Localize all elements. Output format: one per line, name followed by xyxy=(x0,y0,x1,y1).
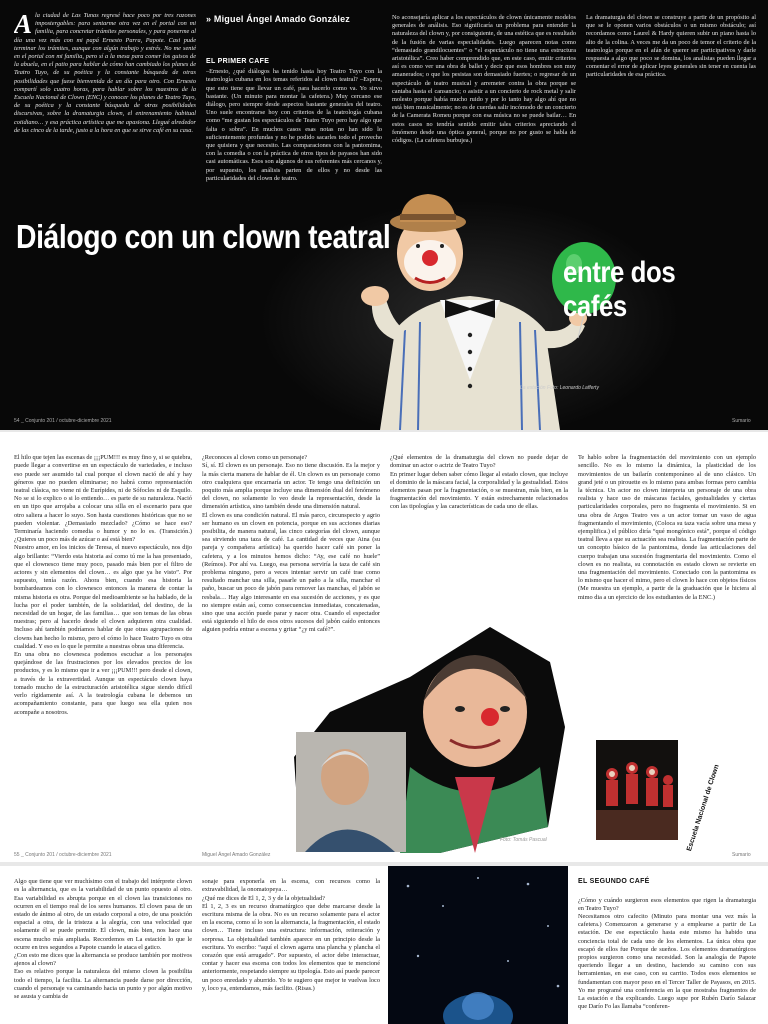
magazine-page-56 xyxy=(0,866,768,1024)
page3-column-2-text: sonaje para exponerla en la escena, con recursos como la extravabilidad, la onomatopeya… ¿Qué me dices de El 1, 2, 3 y de la objetualidad? El 1, 2, 3 es un recurso dramatúrgico que debe marcarse desde la escritura misma de la obra. No es un recurso solamente para el actor en la escena, como sí lo son la alternancia, la fragmentación, el estado clown… Tiene incluso una estructura: información, reiteración y sorpresa. La objetualidad también aparece en un principio desde la escritura. Yo escribo: “aquí el clown agarra una plancha y plancha el corazón que está arrugado”. Por supuesto, el actor debe interactuar, contar y hacer esa escena con todos los elementos que te mencioné anteriormente, respetando siempre su tipología. Esto así puede parecer un poco enredado y aburrido. Yo te sugiero que mejor te vuelvas loco y, loco ya, entendamos, más facilito. (Risas.) xyxy=(202,878,380,992)
second-coffee-column xyxy=(578,870,756,1024)
page-footer-right: Sumario xyxy=(732,418,751,424)
page2-column-4-text: Te hablo sobre la fragmentación del movimiento con un ejemplo sencillo. No es lo mismo la dinámica, la plasticidad de los movimientos de un bailarín contemporáneo al de uno clásico. Un grand jeté o un pirouette es lo mismo para ambas formas pero cambia la técnica. Un actor no clown interpreta un personaje de una obra realista y hace uso de máscaras faciales, gestualidades y ciertas particularidades corporales, pero no fragmenta el movimiento. Si en una obra de Argos Teatro ves a un actor tomar un vaso de agua fragmentando el movimiento, (Coloca su taza vacía sobre una mesa y ejemplifica.) el público diría “qué mongónico está”, porque el código teatral lleva a que su actuación sea realista. La fragmentación parte de un concepto básico de la pantomima, donde las articulaciones del cuerpo trabajan una sucesión fragmentaria del movimiento. Como el clown es no realista, su connotación es estado clown se revierte en una fragmentación del movimiento. Conectado con la pantomima es lo mismo que hacer el mimo, pero el clown lo hace con objetos físicos (Me muestra un ejemplo, a partir de la graduación que le hiciera al mimo dia a un ejercicio de los estudiantes de la ENC.) xyxy=(578,454,756,601)
magazine-page-54 xyxy=(0,0,768,430)
page3-column-1 xyxy=(14,870,192,1024)
page-footer-left: 55 _ Conjunto 201 / octubre-diciembre 2021 xyxy=(14,852,112,858)
page1-column-3-text: No aconsejaría aplicar a los espectáculos de clown únicamente modelos generales de análisis. Eso significaría un problema para entender la naturaleza del clown y, por consiguiente, de una estética que es resultado de la fusión de varias especialidades. Luego aparecen notas como “demasiado grandilocuentes” o “el espectáculo no tiene una estructura aristotélica”. Creo haber comprendido que, en este caso, emitir criterios así es como ver una obra de ballet y decir que esos hombres son muy amanerados; o que los pesistas son demasiado fuertes; o regresar de un espectáculo de teatro musical y arremeter contra la obra porque se cantaba hasta el cansancio; o asistir a un concierto de rock metal y salir molesto porque había mucho ruido y por lo tanto hay algo ahí que no está bien musicalmente; no es de cuerdas salir incómodo de un concierto de la Camerata Romeu porque con esa música no se puede bailar… En estos casos no tendría sentido emitir tales criterios apreciando el fenómeno desde una óptica general, porque no por gusto se habla de códigos. (La cafetera burbujea.) xyxy=(392,14,576,145)
page1-column-4-text: La dramaturgia del clown se construye a partir de un propósito al que se le oponen varios obstáculos o un mismo obstáculo; así recordamos como Laurel & Hardy quieren subir un piano hasta lo alto de la colina. A veces me da un poco de temor el criterio de la teatrología porque en el afán de querer ser participativos y darle respuesta a algo que poco se domina, los analistas pueden llegar a comentar el error de aplicar leyes generales sin tener en cuenta las particularidades de esa práctica. xyxy=(586,14,756,79)
page-footer-right: Sumario xyxy=(732,852,751,858)
second-coffee-text: ¿Cómo y cuándo surgieron esos elementos que rigen la dramaturgia en Teatro Tuyo? Necesitamos otro cafecito (Minuto para montar una vez más la cafetera.) Comenzaron a generarse y a emplearse a partir de La estación. De ese espectáculo hasta este mismo ha habido una conciencia total de cada uno de los elementos. La única obra que escapó de ellos fue Porque de sueños. Los elementos dramatúrgicos propios surgieron como una necesidad. Son la analogía de Papote queriendo llegar a un destino, haciendo su camino con sus herramientas, en ese caso, con su carrito. Todos esos elementos se fundamentan con mayor peso en el Tercer Taller de Payasos, en 2015. Yo me programé una conferencia en la que mostraba fragmentos de La estación e iba explicando. Luego supe por Rubén Darío Salazar que Darío Fo las llamaba “conferen- xyxy=(578,896,756,1011)
page2-column-1-text: El hilo que tejen las escenas de ¡¡¡PUM!!! es muy fino y, si se quiebra, puede llegar a convertirse en un espectáculo de variedades, e incluso eso puede ser asumido tal cual porque el clown nació de ahí y hay géneros que no pueden eliminarse; no habrá como representación teatral clásica, no viene ni de Eurípides, ni de Sófocles ni de Esquilo. No se si lo explico o si lo entiendo… es parte de su naturaleza. Nació en un tipo que arrojaba a colocar una silla en el escenario para que otro saliera a hacer lo suyo. Son hasta cuestiones históricas que no se pueden violentar. ¿Demasiado mezclado? ¿Cómo se hace eso? Terminaría haciendo comedia o humor y no lo es. (Transición.) ¿Quieres un poco más de azúcar o así está bien? Nuestro amor, en los inicios de Teresa, el nuevo espectáculo, nos dijo algo brillante: “Vierdo esta historia así como tú me la has presentado, que el clownesco tiene muy poco, pasado más bien por el filtro de actores y sin elementos del clown… es algo que ya he visto”. Por supuesto, tenía razón. Ahora bien, cuando esa historia la bombardeamos con lo clownesco entonces la manera de contar la misma historia es otra. Porque del medioambiente se ha hablado, de la lucha por el poder también, de la solidaridad, del destino, de la necesidad de un hogar, de las familias… que son temas de las obras nuestras; pero al hacerlo desde el clown adquieren otra cualidad. Incluso ahí también podríamos hablar de que otras agrupaciones de clowns han hecho lo mismo, pero el cómo lo hace Teatro Tuyo es otra cualidad. Y eso es lo que le permite a nuestras obras una diferencia. En una obra no clownesca podemos escuchar a los personajes quejándose de las frustraciones por los elevados precios de los productos, y es lo mismo que ir a ver ¡¡¡PUM!!! pero desde el clown, a través de la extravertidad. Aunque un espectáculo clown haya tomado mucho de la estructuración aristotélica sigue siendo difícil verlo rígidamente así. A la teatrología cubana le debemos un acompañamiento constante, para que luego sea ella quien nos acompañe a nosotros. xyxy=(14,454,192,716)
photo-credit: Foto: Tomás Pascual xyxy=(500,837,547,843)
page3-column-1-text: Algo que tiene que ver muchísimo con el trabajo del intérprete clown es la alternancia, que es la variabilidad de un punto opuesto al otro. Esa variabilidad es abrupta porque en el clown las transiciones no ocurren en el tiempo real de los seres humanos. El clown pasa de un estado de ánimo al otro, de un estado corporal a otro, de una posición espacial a otra, de la tristeza a la alegría, con una velocidad que solamente él se puede permitir. El clown, más bien, nos hace una escena mucho más ampliada. Recordemos en La estación lo que le ocurre en tres segundos a Papote cuando le ataca el gatico. ¿Con esto me dices que la alternancia se produce también por motivos ajenos al clown? Eso es relativo porque la naturaleza del mismo clown la posibilita todo el tiempo, la facilita. La alternancia puede darse por dirección, cuando el personaje va caminando hacia un punto y por algún motivo se asusta y cambia de xyxy=(14,878,192,1001)
photo-caption: La estación Foto: Leonardo Lafferty xyxy=(520,385,599,391)
vertical-photo-caption: Escuela Nacional de Clown xyxy=(686,763,721,853)
page-footer-left: 54 _ Conjunto 201 / octubre-diciembre 2021 xyxy=(14,418,112,424)
clown-photo-collage xyxy=(290,617,590,857)
drop-cap: A xyxy=(14,12,33,39)
group-photo xyxy=(596,740,678,840)
stage-photo xyxy=(388,866,568,1024)
page2-column-4 xyxy=(578,446,756,656)
page2-column-2-text: ¿Reconoces al clown como un personaje? Sí, sí. El clown es un personaje. Eso no tiene discusión. Es la mejor y la más cierta manera de hablar de él. Un clown es un personaje como otro cualquiera que encarnaría un actor. Te tengo una definición un poquito más amplia porque incluye una dimensión dual del fenómeno del clown, no solamente lo veo desde la representación, desde la dimensión artística, sino también desde una dimensión natural. El clown es una condición natural. El más parco, circunspecto y agrio ser humano es un clown en potencia, porque en sus acciones diarias posibilita, de manera natural, las cinco categorías del clown, aunque sea sirviendo una taza de café. La cantidad de veces que Aina (su pareja y compañera artística) ha querido hacer café sin poner la cafetera, y a los minutos hemos dicho: “Ay, ese café no huele” (Reímos). Por ahí va. Luego, esa persona serviría la taza de café sin problema ninguno, pero a veces intentar servir un café trae como resultado manchar una silla, pasarle un paño a la silla, manchar el paño, buscar un poco de jabón para remover las manchas, el jabón se resbala… Hay algo interesante en esa sucesión de acciones, y es que no siempre están así, como consecuencias inmediatas, concatenadas, sino que una acción puede parar y nacer otra. Cuando el espectador está siguiendo el hilo de esos otros sucesos del jabón caído entonces alguien podría entrar a escena y gritar “¿y mi café?”. xyxy=(202,454,380,634)
section-heading-first-coffee: EL PRIMER CAFÉ xyxy=(206,58,270,65)
magazine-page-55 xyxy=(0,432,768,862)
author-byline: » Miguel Ángel Amado González xyxy=(206,14,350,24)
page1-column-4 xyxy=(586,14,756,114)
page1-column-3 xyxy=(392,14,576,196)
intro-text: la ciudad de Las Tunas regresé hace poco por tres razones impostergables: para sentarme otra vez en el portal con mi familia, para concretar trámites personales, y para ponerme al día una vez más con mi papá Ernesto Parra, Papote. Casi pude terminar los trámites, aunque con algún trabajo y estrés. No me senté en el portal con mi familia, pero sí a la mesa para comer los guisos de la abuela, en el patio para hablar de cómo han cambiado los planes de Teatro Tuyo, de su poética y la constante búsqueda de otras posibilidades que fuese bienvenida de un día para otro. Con Ernesto compartí solo cuatro horas, para hablar sobre los maestros de la Escuela Nacional de Clown (ENC) y conocer los planes de Teatro Tuyo, de su poética y la constante búsqueda de otras posibilidades discursivas, sobre la dramaturgia clown, el entrenamiento habitual cotidiano… y esa práctica artística que me apasiona. Llegué alrededor de las cinco de la tarde, justo a la hora en que se sirve café en su casa. xyxy=(14,12,196,134)
page3-column-2 xyxy=(202,870,380,1024)
section-heading-second-coffee: EL SEGUNDO CAFÉ xyxy=(578,878,650,886)
page2-column-3 xyxy=(390,446,568,528)
page2-column-3-text: ¿Qué elementos de la dramaturgia del clown no puede dejar de dominar un actor o actriz de Teatro Tuyo? En primer lugar deben saber cómo llegar al estado clown, que incluye el dominio de la máscara facial, la corporalidad y la gestualidad. Estos elementos pasan por la fragmentación, o se muestran, más bien, en la fragmentación del movimiento. Y están estrechamente relacionados con las tipologías y las características de cada uno de ellas. xyxy=(390,454,568,511)
first-coffee-text: –Ernesto, ¿qué diálogos ha tenido hasta hoy Teatro Tuyo con la teatrología cubana en los temas referidos al clown teatral? –Espera, que esto tiene que llevar un café, para hacerlo como va. Yo sirvo bastante. (Un minuto para montar la cafetera.) Muy cercano ese diálogo, pero siempre desde aspectos bastante generales del teatro. Uno suele encontrarse hoy con criterios de la teatrología cubana como “me gustan los espectáculos de Teatro Tuyo pero hay algo que falta o sobra”. En muchos casos esas notas no han sido lo suficientemente profundas y no he podido sacarles todo el provecho que quisiera y que necesito. Las comparaciones con la pantomima, con la comedia o con la práctica de otros tipos de payasos han sido casi automáticas. Esos son algunos de sus referentes más cercanos y, por supuesto, los análisis parten de ellos y no desde las particularidades del clown de teatro. xyxy=(206,68,382,182)
first-coffee-column xyxy=(206,58,382,218)
page2-column-1 xyxy=(14,446,192,824)
intro-column xyxy=(14,12,196,180)
page-footer-author: Miguel Ángel Amado González xyxy=(202,852,271,858)
headline: Diálogo con un clown teatral xyxy=(16,218,391,255)
headline-subtitle: entre dos cafés xyxy=(563,256,676,323)
